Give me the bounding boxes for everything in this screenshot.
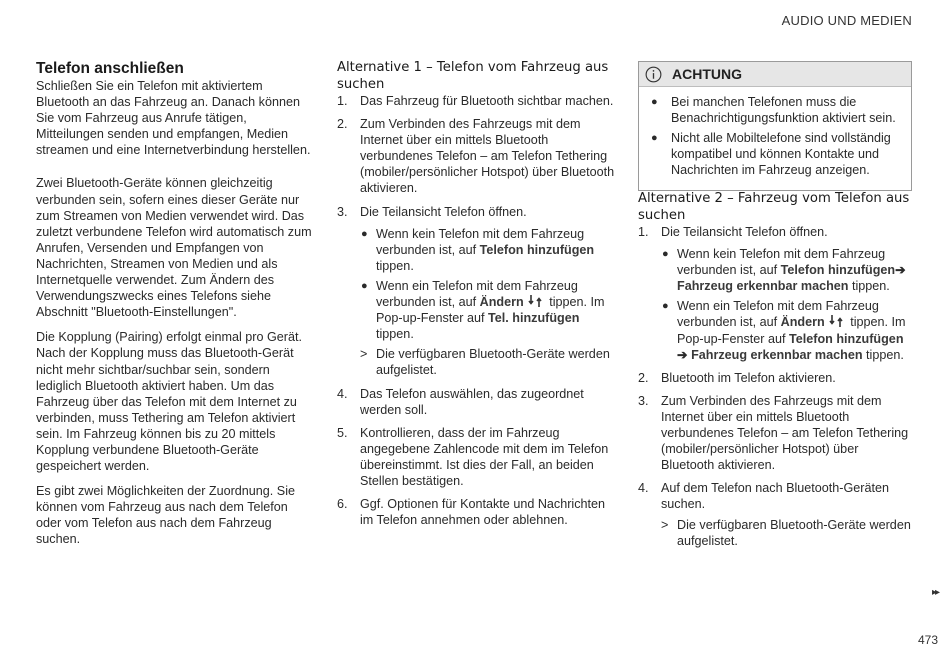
ui-label-change: Ändern [780,315,825,330]
alt2-substeps [661,246,914,363]
column-intro [36,60,314,557]
paragraph-pairing: Die Kopplung (Pairing) erfolgt einmal pro Gerät. Nach der Kopplung muss das Bluetooth-Gerät nicht mehr sichtbar/suchbar sein, sondern lediglich Bluetooth aktiviert haben. Um das Fahrzeug über das Telefon mit dem Internet zu verbinden, muss Tethering am Telefon aktiviert sein. Im Fahrzeug können bis zu 20 mittels Kopplung verbundene Bluetooth-Geräte gespeichert werden. [36,330,302,474]
alt2-heading: Alternative 2 – Fahrzeug vom Telefon aus suchen [638,191,910,223]
list-item: ● Wenn ein Telefon mit dem Fahrzeug verbunden ist, auf Ändern tippen. Im Pop-up-Fenster auf Telefon hinzufügen ➔ Fahrzeug erkennbar machen tippen. [662,299,906,362]
step-text: Die Teilansicht Telefon öffnen. [360,204,527,219]
ui-label-add-phone: Telefon hinzufügen [789,331,904,346]
list-item: ● Wenn kein Telefon mit dem Fahrzeug verbunden ist, auf Telefon hinzufügen tippen. [361,226,595,273]
step-result: > Die verfügbaren Bluetooth-Geräte werden aufgelistet. [661,517,911,548]
list-item [337,93,615,109]
warning-header [639,62,911,87]
list-item [337,116,615,196]
list-item [638,480,914,548]
step-number: 1. [638,225,649,239]
column-alternative-1 [337,60,615,535]
alt2-steps [638,224,914,549]
step-number: 1. [337,94,348,108]
step-number: 2. [337,117,348,132]
section-header: AUDIO UND MEDIEN [781,13,912,28]
list-item [337,204,615,379]
alt1-heading: Alternative 1 – Telefon vom Fahrzeug aus suchen [337,60,609,92]
right-arrow-icon: ➔ [895,263,906,278]
step-number: 4. [337,386,348,401]
alt1-steps [337,93,615,528]
list-item: ● Wenn kein Telefon mit dem Fahrzeug verbunden ist, auf Telefon hinzufügen➔ Fahrzeug erkennbar machen tippen. [662,247,906,294]
ui-label-make-discoverable: Fahrzeug erkennbar machen [677,279,849,294]
step-text: Kontrollieren, dass der im Fahrzeug angegebene Zahlencode mit dem im Telefon übereinstimmt. Ist dies der Fall, an beiden Stellen bestätigen. [360,425,609,488]
list-item: ● Bei manchen Telefonen muss die Benachrichtigungsfunktion aktiviert sein. [651,95,896,126]
intro-paragraph: Schließen Sie ein Telefon mit aktiviertem Bluetooth an das Fahrzeug an. Danach können Sie vom Fahrzeug aus Anrufe tätigen, Mitteilungen senden und empfangen, Medien streamen und eine Internetverbindung herstellen. [36,79,311,158]
continue-icon: ▸▸ [931,587,938,598]
info-circle-icon [645,66,662,83]
right-arrow-icon: ➔ [677,347,688,362]
ui-label-add-phone: Telefon hinzufügen [479,242,595,257]
step-text: Zum Verbinden des Fahrzeugs mit dem Internet über ein mittels Bluetooth verbundenes Telefon – am Telefon Tethering (mobiler/persönlicher Hotspot) über Bluetooth aktivieren. [360,117,615,196]
ui-label-make-discoverable: Fahrzeug erkennbar machen [691,347,863,362]
paragraph-options: Es gibt zwei Möglichkeiten der Zuordnung. Sie können vom Fahrzeug aus nach dem Telefon oder vom Telefon aus nach dem Fahrzeug suchen. [36,484,296,547]
warning-label: ACHTUNG [672,66,742,82]
list-item [638,224,914,363]
step-number: 5. [337,425,348,440]
step-number: 3. [638,393,649,408]
step-number: 4. [638,481,649,496]
warning-box [638,61,912,191]
list-item [638,393,914,473]
step-result: > Die verfügbaren Bluetooth-Geräte werden aufgelistet. [360,347,610,378]
step-text: Zum Verbinden des Fahrzeugs mit dem Internet über ein mittels Bluetooth verbundenes Telefon – am Telefon Tethering (mobiler/persönlicher Hotspot) über Bluetooth aktivieren. [661,393,909,473]
step-number: 3. [337,204,348,219]
list-item [337,386,615,418]
ui-label-add-tel: Tel. hinzufügen [488,311,580,326]
paragraph-two-devices: Zwei Bluetooth-Geräte können gleichzeitig verbunden sein, sofern eines dieser Geräte nur zum Streamen von Medien verwendet wird. Das zuletzt verbundene Telefon wird automatisch zum Anrufen, Versenden und Empfangen von Nachrichten, Streamen von Medien und als Internetquelle verwendet. Zum Ändern des Verwendungszwecks eines Telefons siehe Abschnitt "Bluetooth-Einstellungen". [36,176,312,320]
step-number: 2. [638,370,649,385]
step-text: Das Fahrzeug für Bluetooth sichtbar machen. [360,94,614,108]
list-item [337,496,615,528]
step-text: Ggf. Optionen für Kontakte und Nachrichten im Telefon annehmen oder ablehnen. [360,497,606,528]
list-item: ● Nicht alle Mobiltelefone sind vollständig kompatibel und können Kontakte und Nachrichten im Fahrzeug anzeigen. [651,131,891,178]
alt1-substeps [360,226,615,343]
page-title: Telefon anschließen [36,60,184,77]
page-number: 473 [917,633,938,647]
list-item [337,425,615,489]
list-item: ● Wenn ein Telefon mit dem Fahrzeug verbunden ist, auf Ändern tippen. Im Pop-up-Fenster auf Tel. hinzufügen tippen. [361,278,605,342]
step-text: Das Telefon auswählen, das zugeordnet werden soll. [360,386,584,417]
ui-label-change: Ändern [479,295,524,310]
step-number: 6. [337,497,348,512]
column-alternative-2 [638,191,914,556]
ui-label-add-phone: Telefon hinzufügen [780,263,896,278]
step-text: Die Teilansicht Telefon öffnen. [661,225,828,239]
step-text: Auf dem Telefon nach Bluetooth-Geräten suchen. [661,481,890,512]
swap-arrows-icon [528,294,542,308]
list-item [638,370,914,386]
step-text: Bluetooth im Telefon aktivieren. [661,370,836,385]
swap-arrows-icon [829,314,843,328]
warning-body [639,87,911,190]
